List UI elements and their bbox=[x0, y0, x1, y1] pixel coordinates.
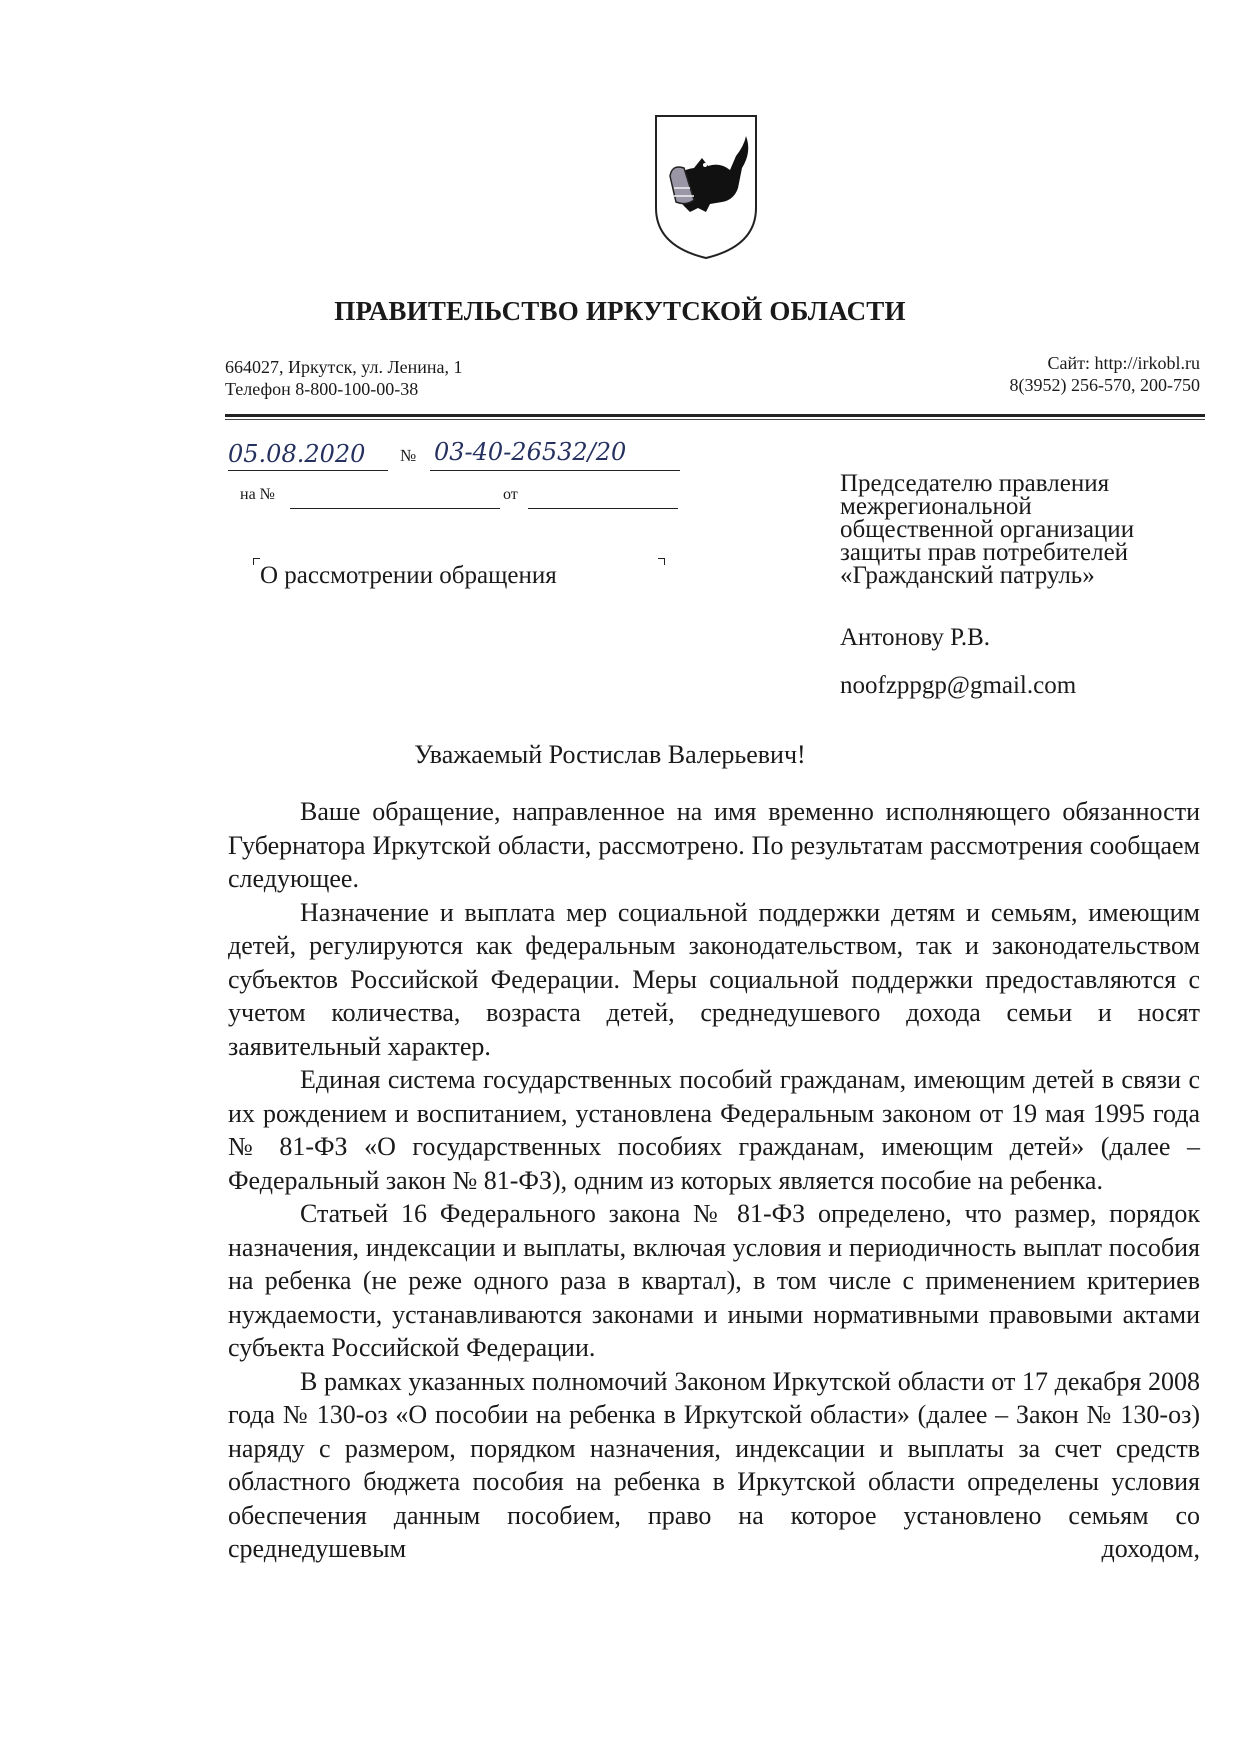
recipient-line: межрегиональной bbox=[840, 493, 1032, 520]
subject-bracket-left bbox=[253, 558, 260, 565]
header-rule-thick bbox=[225, 414, 1205, 417]
recipient-line: общественной организации bbox=[840, 516, 1135, 543]
letter-body bbox=[228, 795, 1200, 1566]
body-paragraph: Единая система государственных пособий гражданам, имеющим детей в связи с их рождением и воспитанием, установлена Федеральным законом от 19 мая 1995 года № 81-ФЗ «О государственных пособиях гражданам, имеющим детей» (далее – Федеральный закон № 81-ФЗ), одним из которых является пособие на ребенка. bbox=[228, 1065, 1200, 1195]
sender-phones-line: 8(3952) 256-570, 200-750 bbox=[1009, 375, 1200, 395]
recipient-line: Председателю правления bbox=[840, 470, 1110, 497]
body-paragraph: Ваше обращение, направленное на имя временно исполняющего обязанности Губернатора Иркутской области, рассмотрено. По результатам рассмотрения сообщаем следующее. bbox=[228, 797, 1200, 893]
recipient-block bbox=[840, 472, 1240, 587]
body-paragraph: Назначение и выплата мер социальной поддержки детям и семьям, имеющим детей, регулируются как федеральным законодательством, так и законодательством субъектов Российской Федерации. Меры социальной поддержки предоставляются с учетом количества, возраста детей, среднедушевого дохода семьи и носят заявительный характер. bbox=[228, 897, 1200, 1061]
incoming-number-underline bbox=[290, 508, 500, 509]
date-underline bbox=[228, 470, 388, 471]
recipient-name: Антонову Р.В. bbox=[840, 624, 991, 651]
sender-site-line: Сайт: http://irkobl.ru bbox=[1047, 353, 1200, 373]
subject-bracket-right bbox=[658, 558, 665, 565]
number-underline bbox=[430, 470, 680, 471]
body-paragraph: Статьей 16 Федерального закона № 81-ФЗ определено, что размер, порядок назначения, индексации и выплаты, включая условия и периодичность выплат пособия на ребенка (не реже одного раза в квартал), в том числе с применением критериев нуждаемости, устанавливаются законами и иными нормативными правовыми актами субъекта Российской Федерации. bbox=[228, 1199, 1200, 1362]
incoming-date-underline bbox=[528, 508, 678, 509]
sender-address bbox=[225, 356, 462, 400]
outgoing-number: 03-40-26532/20 bbox=[434, 438, 627, 466]
sender-phone-line: Телефон 8-800-100-00-38 bbox=[225, 379, 419, 399]
irkutsk-coat-of-arms-icon bbox=[650, 112, 762, 262]
government-title: ПРАВИТЕЛЬСТВО ИРКУТСКОЙ ОБЛАСТИ bbox=[334, 296, 906, 326]
recipient-line: «Гражданский патруль» bbox=[840, 562, 1095, 589]
incoming-date-label: от bbox=[503, 486, 518, 503]
letter-subject: О рассмотрении обращения bbox=[260, 562, 557, 589]
recipient-line: защиты прав потребителей bbox=[840, 539, 1129, 566]
outgoing-date: 05.08.2020 bbox=[228, 440, 366, 468]
salutation: Уважаемый Ростислав Валерьевич! bbox=[414, 740, 806, 769]
recipient-email: noofzppgp@gmail.com bbox=[840, 672, 1077, 699]
number-label: № bbox=[400, 446, 417, 465]
header-rule-thin bbox=[225, 419, 1205, 420]
body-paragraph: В рамках указанных полномочий Законом Иркутской области от 17 декабря 2008 года № 130-оз «О пособии на ребенка в Иркутской области» (далее – Закон № 130-оз) наряду с размером, порядком назначения, индексации и выплаты за счет средств областного бюджета пособия на ребенка в Иркутской области определены условия обеспечения данным пособием, право на которое установлено семьям со среднедушевым доходом, bbox=[228, 1366, 1200, 1563]
sender-address-line: 664027, Иркутск, ул. Ленина, 1 bbox=[225, 357, 463, 377]
incoming-number-label: на № bbox=[240, 486, 275, 503]
sender-contacts bbox=[840, 352, 1200, 396]
